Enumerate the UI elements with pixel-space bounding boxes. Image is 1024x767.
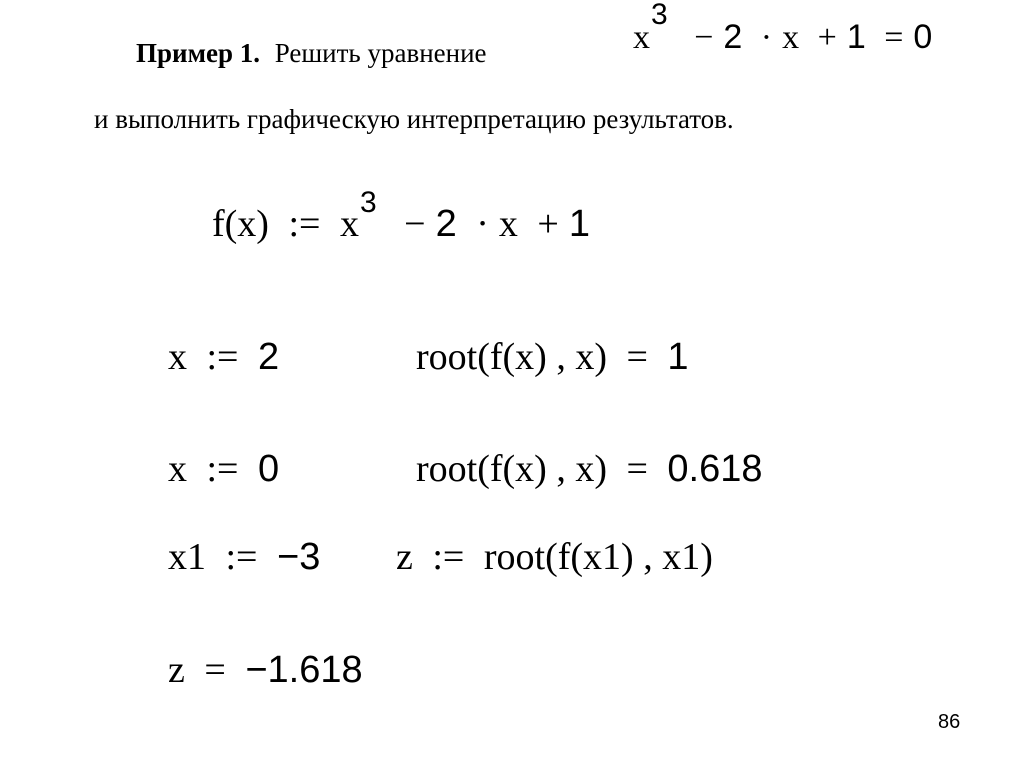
eq-dot: · [760, 19, 773, 56]
function-definition [212, 186, 590, 246]
row4-value: −1.618 [245, 649, 363, 691]
def-dot: · [476, 203, 489, 245]
eq-const: 1 [846, 18, 866, 56]
eq-coef: 2 [723, 18, 743, 56]
row1-value: 2 [258, 336, 280, 378]
row2-root [416, 447, 763, 491]
row3-expr: root(f(x1) , x1) [483, 536, 713, 578]
row4-equals: = [204, 649, 226, 691]
problem-text: Решить уравнение [274, 38, 487, 68]
def-lhs: f(x) [212, 203, 269, 245]
def-power: 3 [359, 186, 377, 219]
row1-assign: := [206, 336, 239, 378]
row1-var: x [168, 336, 187, 378]
eq-rhs: 0 [913, 18, 933, 56]
def-assign: := [288, 203, 321, 245]
def-coef: 2 [435, 203, 457, 245]
row1-result: 1 [667, 336, 689, 378]
row2-var: x [168, 448, 187, 490]
problem-line-2: и выполнить графическую интерпретацию результатов. [94, 104, 734, 134]
eq-plus: + [817, 19, 837, 56]
row4-result [168, 648, 363, 692]
row2-expr: root(f(x) , x) [416, 448, 607, 490]
example-label: Пример 1. [136, 38, 260, 68]
row3-var: x1 [168, 536, 206, 578]
row1-assignment [168, 335, 279, 379]
row3-right-assign: := [432, 536, 465, 578]
row1-root [416, 335, 689, 379]
eq-var: x [633, 19, 650, 56]
def-var2: x [498, 203, 518, 245]
row3-root-assignment [396, 535, 713, 579]
row3-assign: := [225, 536, 258, 578]
eq-equals: = [884, 19, 904, 56]
page-number: 86 [938, 711, 961, 733]
row2-value: 0 [258, 448, 280, 490]
problem-statement [136, 38, 487, 69]
def-const: 1 [568, 203, 590, 245]
row2-equals: = [626, 448, 648, 490]
row3-assignment [168, 535, 320, 579]
row4-var: z [168, 649, 185, 691]
row3-right-var: z [396, 536, 413, 578]
row2-result: 0.618 [667, 448, 763, 490]
row2-assign: := [206, 448, 239, 490]
row1-expr: root(f(x) , x) [416, 336, 607, 378]
def-plus: + [537, 203, 559, 245]
def-minus: − [404, 203, 426, 245]
row2-assignment [168, 447, 279, 491]
eq-var2: x [782, 19, 800, 56]
row1-equals: = [626, 336, 648, 378]
eq-minus: − [694, 19, 714, 56]
def-var: x [339, 203, 359, 245]
problem-equation [633, 0, 933, 57]
eq-power: 3 [651, 0, 668, 31]
row3-value: −3 [277, 536, 321, 578]
